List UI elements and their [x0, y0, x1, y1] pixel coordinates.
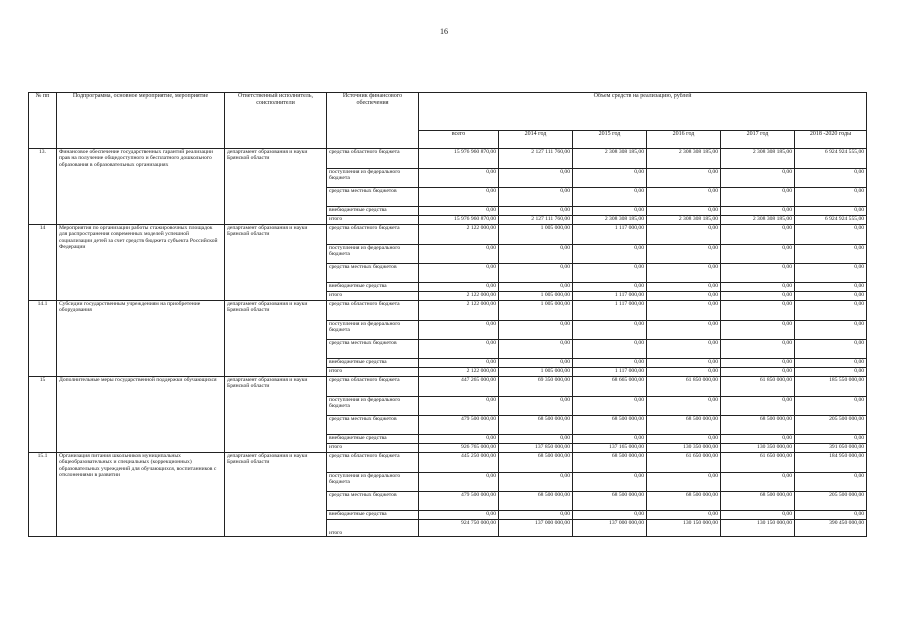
amount-cell: 0,00 [795, 207, 867, 216]
amount-cell: 2 308 308 185,00 [647, 216, 721, 225]
amount-cell: 1 005 000,00 [499, 292, 573, 301]
item-executor: департамент образования и науки Брянской области [225, 453, 327, 537]
amount-cell: 0,00 [573, 359, 647, 368]
funding-source: поступления из федерального бюджета [327, 397, 419, 416]
funding-source: средства областного бюджета [327, 453, 419, 473]
amount-cell: 1 117 000,00 [573, 292, 647, 301]
amount-cell: 0,00 [573, 264, 647, 283]
table-row [29, 301, 867, 321]
amount-cell: 479 500 000,00 [419, 492, 499, 511]
amount-cell: 0,00 [795, 511, 867, 520]
funding-source: поступления из федерального бюджета [327, 473, 419, 492]
amount-cell: 0,00 [647, 245, 721, 264]
amount-cell: 0,00 [499, 511, 573, 520]
item-name: Субсидии государственным учреждениям на приобретение оборудования [57, 301, 225, 377]
amount-cell: 2 122 000,00 [419, 301, 499, 321]
amount-cell: 1 117 000,00 [573, 225, 647, 245]
amount-cell: 61 650 000,00 [647, 453, 721, 473]
amount-cell: 0,00 [647, 283, 721, 292]
amount-cell: 2 127 111 760,00 [499, 149, 573, 169]
amount-cell: 0,00 [419, 397, 499, 416]
header-num: № пп [29, 93, 57, 149]
amount-cell: 0,00 [647, 264, 721, 283]
amount-cell: 0,00 [721, 359, 795, 368]
amount-cell: 0,00 [647, 473, 721, 492]
amount-cell: 0,00 [499, 359, 573, 368]
funding-source: поступления из федерального бюджета [327, 321, 419, 340]
amount-cell: 137 000 000,00 [499, 520, 573, 537]
item-name: Мероприятия по организации работы стажировочных площадок для распространения современных моделей успешной социализации детей за счет средств бюджета субъекта Российской Федерации [57, 225, 225, 301]
amount-cell: 0,00 [573, 245, 647, 264]
amount-cell: 0,00 [795, 169, 867, 188]
funding-source: итого [327, 444, 419, 453]
amount-cell: 205 500 000,00 [795, 416, 867, 435]
amount-cell: 0,00 [419, 511, 499, 520]
item-number: 13. [29, 149, 57, 225]
amount-cell: 2 308 308 185,00 [573, 149, 647, 169]
amount-cell: 0,00 [795, 301, 867, 321]
amount-cell: 0,00 [721, 207, 795, 216]
amount-cell: 926 765 000,00 [419, 444, 499, 453]
page-number: 16 [440, 27, 448, 36]
amount-cell: 0,00 [795, 188, 867, 207]
amount-cell: 61 850 000,00 [721, 377, 795, 397]
amount-cell: 0,00 [499, 188, 573, 207]
amount-cell: 0,00 [647, 397, 721, 416]
funding-source: средства областного бюджета [327, 225, 419, 245]
funding-source: внебюджетные средства [327, 207, 419, 216]
amount-cell: 6 924 924 555,00 [795, 216, 867, 225]
amount-cell: 0,00 [573, 435, 647, 444]
amount-cell: 0,00 [419, 473, 499, 492]
amount-cell: 0,00 [499, 264, 573, 283]
amount-cell: 68 500 000,00 [499, 416, 573, 435]
amount-cell: 0,00 [795, 292, 867, 301]
item-name: Организация питания школьников муниципальных общеобразовательных и специальных (коррекционных) образовательных учреждений для обучающихся, воспитанников с отклонениями в развитии [57, 453, 225, 537]
amount-cell: 0,00 [721, 245, 795, 264]
funding-source: средства областного бюджета [327, 377, 419, 397]
funding-source: средства областного бюджета [327, 301, 419, 321]
amount-cell: 2 127 111 760,00 [499, 216, 573, 225]
amount-cell: 0,00 [647, 368, 721, 377]
amount-cell: 0,00 [647, 207, 721, 216]
funding-source: поступления из федерального бюджета [327, 245, 419, 264]
amount-cell: 0,00 [647, 188, 721, 207]
amount-cell: 68 500 000,00 [573, 492, 647, 511]
amount-cell: 0,00 [573, 397, 647, 416]
amount-cell: 0,00 [721, 397, 795, 416]
amount-cell: 0,00 [499, 245, 573, 264]
amount-cell: 390 450 000,00 [795, 520, 867, 537]
amount-cell: 0,00 [419, 264, 499, 283]
amount-cell: 6 924 924 555,00 [795, 149, 867, 169]
item-executor: департамент образования и науки Брянской области [225, 149, 327, 225]
amount-cell: 924 750 000,00 [419, 520, 499, 537]
amount-cell: 0,00 [499, 473, 573, 492]
amount-cell: 68 500 000,00 [499, 492, 573, 511]
header-year-2017: 2017 год [721, 131, 795, 149]
amount-cell: 447 265 000,00 [419, 377, 499, 397]
amount-cell: 2 122 000,00 [419, 368, 499, 377]
item-name: Дополнительные меры государственной поддержки обучающихся [57, 377, 225, 453]
amount-cell: 1 117 000,00 [573, 301, 647, 321]
amount-cell: 0,00 [795, 340, 867, 359]
item-executor: департамент образования и науки Брянской области [225, 225, 327, 301]
amount-cell: 0,00 [499, 169, 573, 188]
amount-cell: 2 122 000,00 [419, 292, 499, 301]
amount-cell: 130 150 000,00 [647, 520, 721, 537]
amount-cell: 0,00 [795, 473, 867, 492]
amount-cell: 0,00 [721, 435, 795, 444]
table-row [29, 149, 867, 169]
amount-cell: 0,00 [573, 188, 647, 207]
amount-cell: 0,00 [499, 283, 573, 292]
amount-cell: 68 500 000,00 [499, 453, 573, 473]
funding-source: итого [327, 368, 419, 377]
amount-cell: 2 308 308 185,00 [647, 149, 721, 169]
funding-source: средства местных бюджетов [327, 416, 419, 435]
amount-cell: 130 350 000,00 [647, 444, 721, 453]
item-number: 14 [29, 225, 57, 301]
item-number: 15.1 [29, 453, 57, 537]
amount-cell: 0,00 [573, 283, 647, 292]
item-name: Финансовое обеспечение государственных гарантий реализации прав на получение общедоступного и бесплатного дошкольного образования в образовательных организациях [57, 149, 225, 225]
amount-cell: 0,00 [419, 188, 499, 207]
amount-cell: 0,00 [795, 368, 867, 377]
amount-cell: 2 122 000,00 [419, 225, 499, 245]
amount-cell: 130 150 000,00 [721, 520, 795, 537]
amount-cell: 205 500 000,00 [795, 492, 867, 511]
header-volume: Объем средств на реализацию, рублей [419, 93, 867, 131]
header-year-2016: 2016 год [647, 131, 721, 149]
item-number: 14.1 [29, 301, 57, 377]
amount-cell: 0,00 [419, 340, 499, 359]
header-executor: Ответственный исполнитель, соисполнители [225, 93, 327, 149]
amount-cell: 0,00 [419, 207, 499, 216]
amount-cell: 1 117 000,00 [573, 368, 647, 377]
amount-cell: 0,00 [721, 225, 795, 245]
amount-cell: 0,00 [647, 301, 721, 321]
amount-cell: 137 000 000,00 [573, 520, 647, 537]
amount-cell: 68 500 000,00 [573, 416, 647, 435]
amount-cell: 68 500 000,00 [721, 416, 795, 435]
budget-table [28, 92, 867, 537]
amount-cell: 0,00 [647, 225, 721, 245]
amount-cell: 0,00 [795, 321, 867, 340]
amount-cell: 0,00 [647, 321, 721, 340]
funding-source: внебюджетные средства [327, 283, 419, 292]
funding-source: внебюджетные средства [327, 511, 419, 520]
amount-cell: 15 976 960 870,00 [419, 216, 499, 225]
amount-cell: 0,00 [573, 207, 647, 216]
amount-cell: 0,00 [419, 321, 499, 340]
funding-source: внебюджетные средства [327, 435, 419, 444]
amount-cell: 0,00 [721, 368, 795, 377]
amount-cell: 445 250 000,00 [419, 453, 499, 473]
amount-cell: 0,00 [499, 321, 573, 340]
amount-cell: 68 500 000,00 [721, 492, 795, 511]
amount-cell: 184 950 000,00 [795, 453, 867, 473]
funding-source: средства местных бюджетов [327, 264, 419, 283]
amount-cell: 0,00 [573, 321, 647, 340]
amount-cell: 68 500 000,00 [647, 492, 721, 511]
funding-source: средства местных бюджетов [327, 340, 419, 359]
amount-cell: 1 005 000,00 [499, 225, 573, 245]
amount-cell: 0,00 [499, 340, 573, 359]
amount-cell: 0,00 [419, 245, 499, 264]
amount-cell: 61 850 000,00 [647, 377, 721, 397]
amount-cell: 0,00 [795, 283, 867, 292]
amount-cell: 0,00 [573, 169, 647, 188]
amount-cell: 479 500 000,00 [419, 416, 499, 435]
amount-cell: 0,00 [795, 245, 867, 264]
amount-cell: 61 650 000,00 [721, 453, 795, 473]
amount-cell: 0,00 [795, 225, 867, 245]
amount-cell: 68 665 000,00 [573, 377, 647, 397]
amount-cell: 0,00 [721, 511, 795, 520]
amount-cell: 391 050 000,00 [795, 444, 867, 453]
table-row [29, 377, 867, 397]
amount-cell: 0,00 [573, 473, 647, 492]
funding-source: итого [327, 216, 419, 225]
table-body [29, 149, 867, 537]
amount-cell: 1 005 000,00 [499, 301, 573, 321]
amount-cell: 0,00 [499, 207, 573, 216]
amount-cell: 0,00 [499, 397, 573, 416]
item-executor: департамент образования и науки Брянской области [225, 301, 327, 377]
header-program: Подпрограмма, основное мероприятие, мероприятие [57, 93, 225, 149]
funding-source: итого [327, 520, 419, 537]
amount-cell: 2 308 308 185,00 [721, 216, 795, 225]
item-executor: департамент образования и науки Брянской области [225, 377, 327, 453]
amount-cell: 0,00 [721, 473, 795, 492]
amount-cell: 69 350 000,00 [499, 377, 573, 397]
amount-cell: 0,00 [721, 340, 795, 359]
amount-cell: 0,00 [795, 435, 867, 444]
funding-source: средства местных бюджетов [327, 188, 419, 207]
amount-cell: 68 500 000,00 [573, 453, 647, 473]
amount-cell: 2 308 308 185,00 [573, 216, 647, 225]
amount-cell: 130 350 000,00 [721, 444, 795, 453]
amount-cell: 0,00 [573, 340, 647, 359]
amount-cell: 185 550 000,00 [795, 377, 867, 397]
funding-source: итого [327, 292, 419, 301]
amount-cell: 68 500 000,00 [647, 416, 721, 435]
amount-cell: 0,00 [647, 292, 721, 301]
amount-cell: 0,00 [647, 435, 721, 444]
header-year-2015: 2015 год [573, 131, 647, 149]
header-year-2014: 2014 год [499, 131, 573, 149]
amount-cell: 2 308 308 185,00 [721, 149, 795, 169]
header-year-2018-2020: 2018 -2020 годы [795, 131, 867, 149]
amount-cell: 0,00 [721, 188, 795, 207]
amount-cell: 0,00 [647, 359, 721, 368]
funding-source: внебюджетные средства [327, 359, 419, 368]
header-sources: Источник финансового обеспечения [327, 93, 419, 149]
amount-cell: 0,00 [795, 359, 867, 368]
header-row [29, 93, 867, 131]
amount-cell: 0,00 [573, 511, 647, 520]
amount-cell: 137 850 000,00 [499, 444, 573, 453]
amount-cell: 0,00 [419, 359, 499, 368]
funding-source: поступления из федерального бюджета [327, 169, 419, 188]
header-year-total: всего [419, 131, 499, 149]
amount-cell: 0,00 [419, 169, 499, 188]
amount-cell: 0,00 [721, 301, 795, 321]
amount-cell: 0,00 [647, 169, 721, 188]
amount-cell: 0,00 [419, 435, 499, 444]
amount-cell: 0,00 [499, 435, 573, 444]
amount-cell: 0,00 [647, 511, 721, 520]
amount-cell: 0,00 [795, 397, 867, 416]
amount-cell: 15 976 960 870,00 [419, 149, 499, 169]
table-row [29, 453, 867, 473]
table-row [29, 225, 867, 245]
item-number: 15 [29, 377, 57, 453]
amount-cell: 0,00 [721, 321, 795, 340]
amount-cell: 0,00 [419, 283, 499, 292]
amount-cell: 0,00 [721, 283, 795, 292]
funding-source: средства местных бюджетов [327, 492, 419, 511]
amount-cell: 1 005 000,00 [499, 368, 573, 377]
amount-cell: 0,00 [795, 264, 867, 283]
amount-cell: 0,00 [721, 292, 795, 301]
amount-cell: 0,00 [721, 169, 795, 188]
funding-source: средства областного бюджета [327, 149, 419, 169]
amount-cell: 137 165 000,00 [573, 444, 647, 453]
amount-cell: 0,00 [721, 264, 795, 283]
amount-cell: 0,00 [647, 340, 721, 359]
